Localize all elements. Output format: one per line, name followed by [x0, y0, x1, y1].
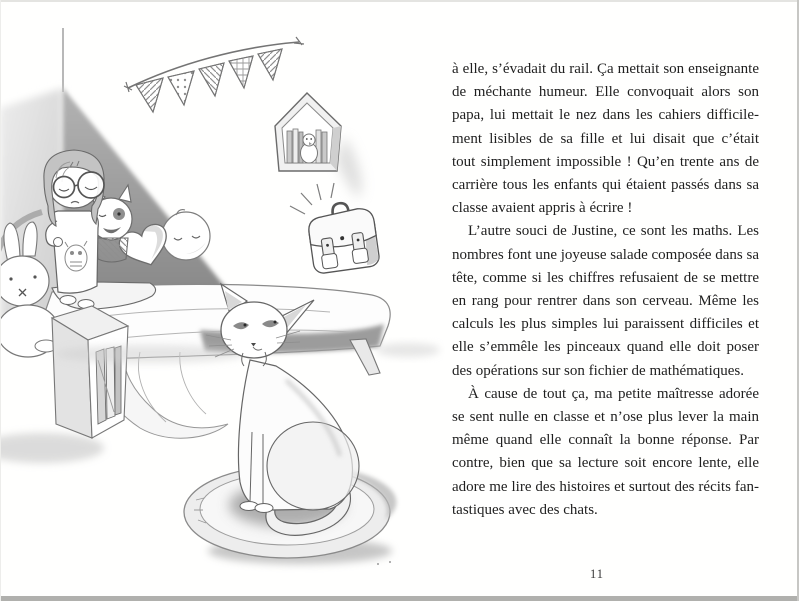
bunting-garland [124, 37, 304, 112]
house-shelf [275, 93, 362, 198]
page-edge-left [0, 0, 1, 601]
paragraph [452, 58, 759, 220]
text-line: classe avaient appris à écrire ! [452, 200, 633, 217]
page-edge-bottom [0, 596, 799, 601]
sleepy-pillow [162, 210, 210, 260]
text-line: ment lisibles de sa fille et lui disait que c’était [452, 130, 759, 147]
pencil-dots [377, 561, 391, 565]
text-line: adore me lire des histoires et surtout des récits fan- [452, 478, 759, 495]
text-line: de méchante humeur. Elle convoquait alors son [452, 84, 759, 101]
bird-figurine-icon [301, 134, 318, 163]
cat-haunch [267, 422, 359, 510]
text-line: des opérations sur son fichier de mathématiques. [452, 362, 745, 379]
text-line: à elle, s’évadait du rail. Ça mettait son enseignante [452, 61, 759, 77]
text-line: tout simplement impossible ! Qu’en trente ans de [452, 153, 759, 170]
text-line: À cause de tout ça, ma petite maîtresse adorée [468, 385, 759, 402]
text-line: se sent nulle en classe et n’ose plus lever la main [452, 409, 759, 426]
text-line: contre, bien que sa lecture soit encore lente, elle [452, 455, 759, 472]
school-satchel [290, 183, 380, 274]
text-line: tête, comme si les chiffres refusaient de se mettre [452, 269, 759, 286]
floor-shading [55, 345, 245, 363]
girl-pajama-top [51, 211, 98, 293]
glasses-icon [54, 177, 75, 198]
text-line: elle s’emmêle les pinceaux quand elle doit poser [452, 339, 759, 356]
page-number: 11 [589, 567, 605, 581]
text-line: en rang pour rentrer dans son cerveau. Même les [452, 293, 759, 310]
text-line: carrière tous les enfants qui étaient passés dans sa [452, 177, 759, 194]
page-edge-top [0, 0, 799, 2]
text-line: nombres font une joyeuse salade composée dans sa [452, 246, 759, 263]
text-line: tastiques avec des chats. [452, 501, 598, 518]
text-line: L’autre souci de Justine, ce sont les maths. Les [468, 223, 759, 240]
story-text [452, 58, 759, 522]
text-line: papa, lui mettait le nez dans les cahiers difficile- [452, 107, 759, 124]
floor-shading-right [376, 343, 440, 357]
paragraph [452, 220, 759, 382]
text-line: même quand elle connaît la bonne réponse. Par [452, 432, 759, 449]
paragraph [452, 383, 759, 522]
text-line: calculs les plus simples lui paraissent difficiles et [452, 316, 759, 333]
